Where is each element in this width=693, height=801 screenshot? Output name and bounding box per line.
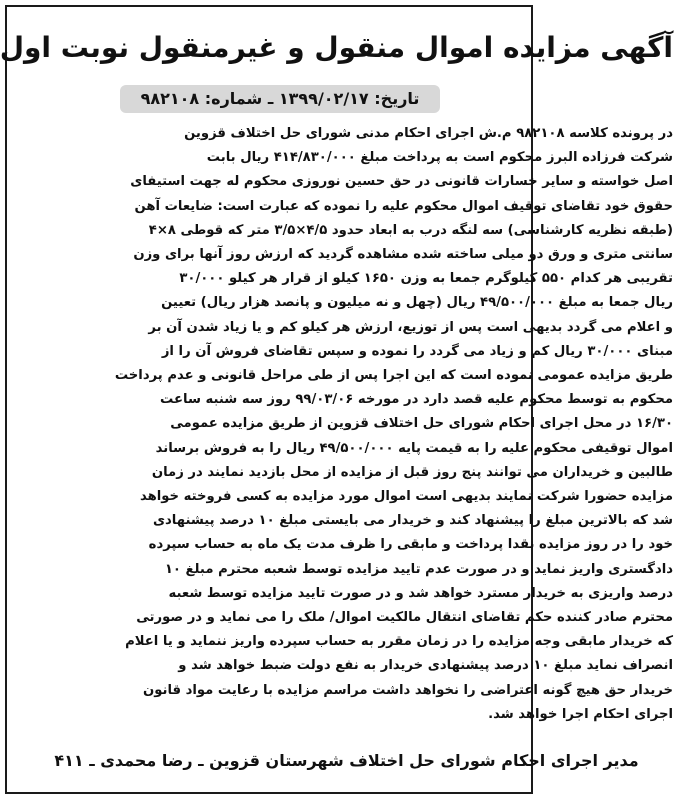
body-line: دادگستری واریز نماید و در صورت عدم تایید مزایده توسط شعبه محترم مبلغ ۱۰ — [164, 561, 673, 577]
body-line: ریال جمعا به مبلغ ۴۹/۵۰۰/۰۰۰ ریال (چهل و نه میلیون و پانصد هزار ریال) تعیین — [161, 295, 673, 311]
body-line: طریق مزایده عمومی نموده است که این اجرا پس از طی مراحل قانونی و عدم پرداخت — [114, 368, 673, 384]
body-line: اجرای احکام اجرا خواهد شد. — [488, 706, 673, 722]
body-line: مبنای ۳۰/۰۰۰ ریال کم و زیاد می گردد را نموده و سپس تقاضای فروش آن را از — [161, 343, 673, 359]
body-line: که خریدار مابقی وجه مزایده را در زمان مقرر به حساب سپرده واریز ننماید و یا اعلام — [125, 634, 673, 650]
body-line: ۱۶/۳۰ در محل اجرای احکام شورای حل اختلاف قزوین از طریق مزایده عمومی — [170, 416, 673, 432]
body-line: انصراف نماید مبلغ ۱۰ درصد پیشنهادی خریدار به نفع دولت ضبط خواهد شد و — [178, 658, 673, 674]
body-line: اصل خواسته و سایر خسارات قانونی در حق حسین نوروزی محکوم له جهت استیفای — [130, 174, 673, 190]
body-line: خریدار حق هیچ گونه اعتراضی را نخواهد داشت مراسم مزایده با رعایت مواد قانون — [142, 682, 673, 698]
body-line: خود را در روز مزایده نقدا پرداخت و مابقی را ظرف مدت یک ماه به حساب سپرده — [148, 537, 673, 553]
body-line: محکوم به توسط محکوم علیه قصد دارد در مورخه ۹۹/۰۳/۰۶ روز سه شنبه ساعت — [160, 392, 673, 408]
body-line: تقریبی هر کدام ۵۵۰ کیلوگرم جمعا به وزن ۱۶۵۰ کیلو از قرار هر کیلو ۳۰/۰۰۰ — [179, 271, 673, 287]
notice-title: آگهی مزایده اموال منقول و غیرمنقول نوبت اول — [0, 31, 673, 64]
body-line: مزایده حضورا شرکت نمایند بدیهی است اموال مورد مزایده به کسی فروخته خواهد — [139, 489, 673, 505]
body-line: سانتی متری و ورق دو میلی ساخته شده مشاهده گردید که ارزش روز آنها برای وزن — [133, 247, 673, 263]
body-line: اموال توقیفی محکوم علیه را به قیمت پایه ۴۹/۵۰۰/۰۰۰ ریال را به فروش برساند — [155, 440, 673, 456]
body-line: طالبین و خریداران می توانند پنج روز قبل از مزایده از محل بازدید نمایند در زمان — [151, 464, 673, 480]
notice-body — [20, 122, 673, 727]
date-and-number-bar: تاریخ: ۱۳۹۹/۰۲/۱۷ ـ شماره: ۹۸۲۱۰۸ — [120, 85, 440, 113]
signature-line: مدیر اجرای احکام شورای حل اختلاف شهرستان قزوین ـ رضا محمدی ـ ۴۱۱ — [54, 751, 639, 770]
body-line: شد که بالاترین مبلغ را پیشنهاد کند و خریدار می بایستی مبلغ ۱۰ درصد پیشنهادی — [152, 513, 673, 529]
body-line: (طبقه نظریه کارشناسی) سه لنگه درب به ابعاد حدود ۴/۵×۳/۵ متر که قوطی ۸×۴ — [148, 222, 673, 238]
body-line: و اعلام می گردد بدیهی است پس از توزیع، ارزش هر کیلو کم و یا زیاد شدن آن بر — [148, 319, 673, 335]
body-line: محترم صادر کننده حکم تقاضای انتقال مالکیت اموال/ ملک را می نماید و در صورتی — [136, 610, 673, 626]
body-line: شرکت فرزاده البرز محکوم است به پرداخت مبلغ ۴۱۴/۸۳۰/۰۰۰ ریال بابت — [206, 150, 673, 166]
body-line: حقوق خود تقاضای توقیف اموال محکوم علیه را نموده که عبارت است: ضایعات آهن — [134, 198, 673, 214]
body-line: در پرونده کلاسه ۹۸۲۱۰۸ م.ش اجرای احکام مدنی شورای حل اختلاف قزوین — [184, 126, 673, 141]
body-line: درصد واریزی به خریدار مسترد خواهد شد و در صورت تایید مزایده توسط شعبه — [168, 585, 673, 601]
